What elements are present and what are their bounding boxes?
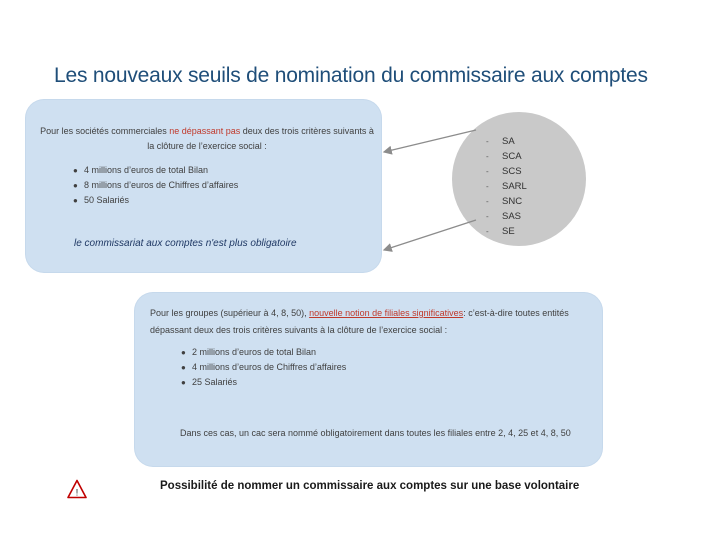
list-item: ● 4 millions d’euros de Chiffres d’affaires xyxy=(181,360,346,375)
dash-icon: - xyxy=(486,152,489,161)
bullet-icon: ● xyxy=(181,378,186,387)
arrow-companies xyxy=(384,130,476,152)
dash-icon: - xyxy=(486,137,489,146)
dash-icon: - xyxy=(486,182,489,191)
dash-icon: - xyxy=(486,212,489,221)
slide-title: Les nouveaux seuils de nomination du commissaire aux comptes xyxy=(54,64,648,87)
not-mandatory-note: le commissariat aux comptes n'est plus obligatoire xyxy=(74,238,297,249)
list-item: - SAS xyxy=(486,211,522,222)
bullet-icon: ● xyxy=(73,196,78,205)
list-item: ● 4 millions d’euros de total Bilan xyxy=(73,163,238,178)
arrow-note xyxy=(384,220,476,250)
list-item: - SCA xyxy=(486,151,522,162)
groups-criteria-list xyxy=(181,345,346,390)
dash-icon: - xyxy=(486,227,489,236)
bullet-icon: ● xyxy=(181,363,186,372)
warning-symbol: ! xyxy=(75,487,79,498)
list-item: ● 8 millions d’euros de Chiffres d’affaires xyxy=(73,178,238,193)
voluntary-note: Possibilité de nommer un commissaire aux comptes sur une base volontaire xyxy=(160,480,580,492)
list-item: - SA xyxy=(486,136,515,147)
groups-intro: Pour les groupes (supérieur à 4, 8, 50), nouvelle notion de filiales significatives: c’est-à-dire toutes entités dépassant deux des trois critères suivants à la clôture de l’exercice social : xyxy=(150,308,569,335)
dash-icon: - xyxy=(486,197,489,206)
highlight-filiales-significatives: nouvelle notion de filiales significatives xyxy=(309,308,464,318)
dash-icon: - xyxy=(486,167,489,176)
list-item: - SNC xyxy=(486,196,523,207)
company-forms-list xyxy=(486,134,527,239)
list-item: ● 25 Salariés xyxy=(181,375,346,390)
warning-icon xyxy=(67,479,87,499)
list-item: - SE xyxy=(486,226,515,237)
groups-conclusion: Dans ces cas, un cac sera nommé obligatoirement dans toutes les filiales entre 2, 4, 25 et 4, 8, 50 xyxy=(180,428,571,438)
list-item: - SCS xyxy=(486,166,522,177)
list-item: - SARL xyxy=(486,181,527,192)
bullet-icon: ● xyxy=(73,166,78,175)
companies-intro: Pour les sociétés commerciales ne dépassant pas deux des trois critères suivants à la clôture de l’exercice social : xyxy=(40,126,374,151)
list-item: ● 50 Salariés xyxy=(73,193,238,208)
bullet-icon: ● xyxy=(181,348,186,357)
highlight-ne-depassant-pas: ne dépassant pas xyxy=(169,126,241,136)
bullet-icon: ● xyxy=(73,181,78,190)
companies-criteria-list xyxy=(73,163,238,208)
list-item: ● 2 millions d’euros de total Bilan xyxy=(181,345,346,360)
